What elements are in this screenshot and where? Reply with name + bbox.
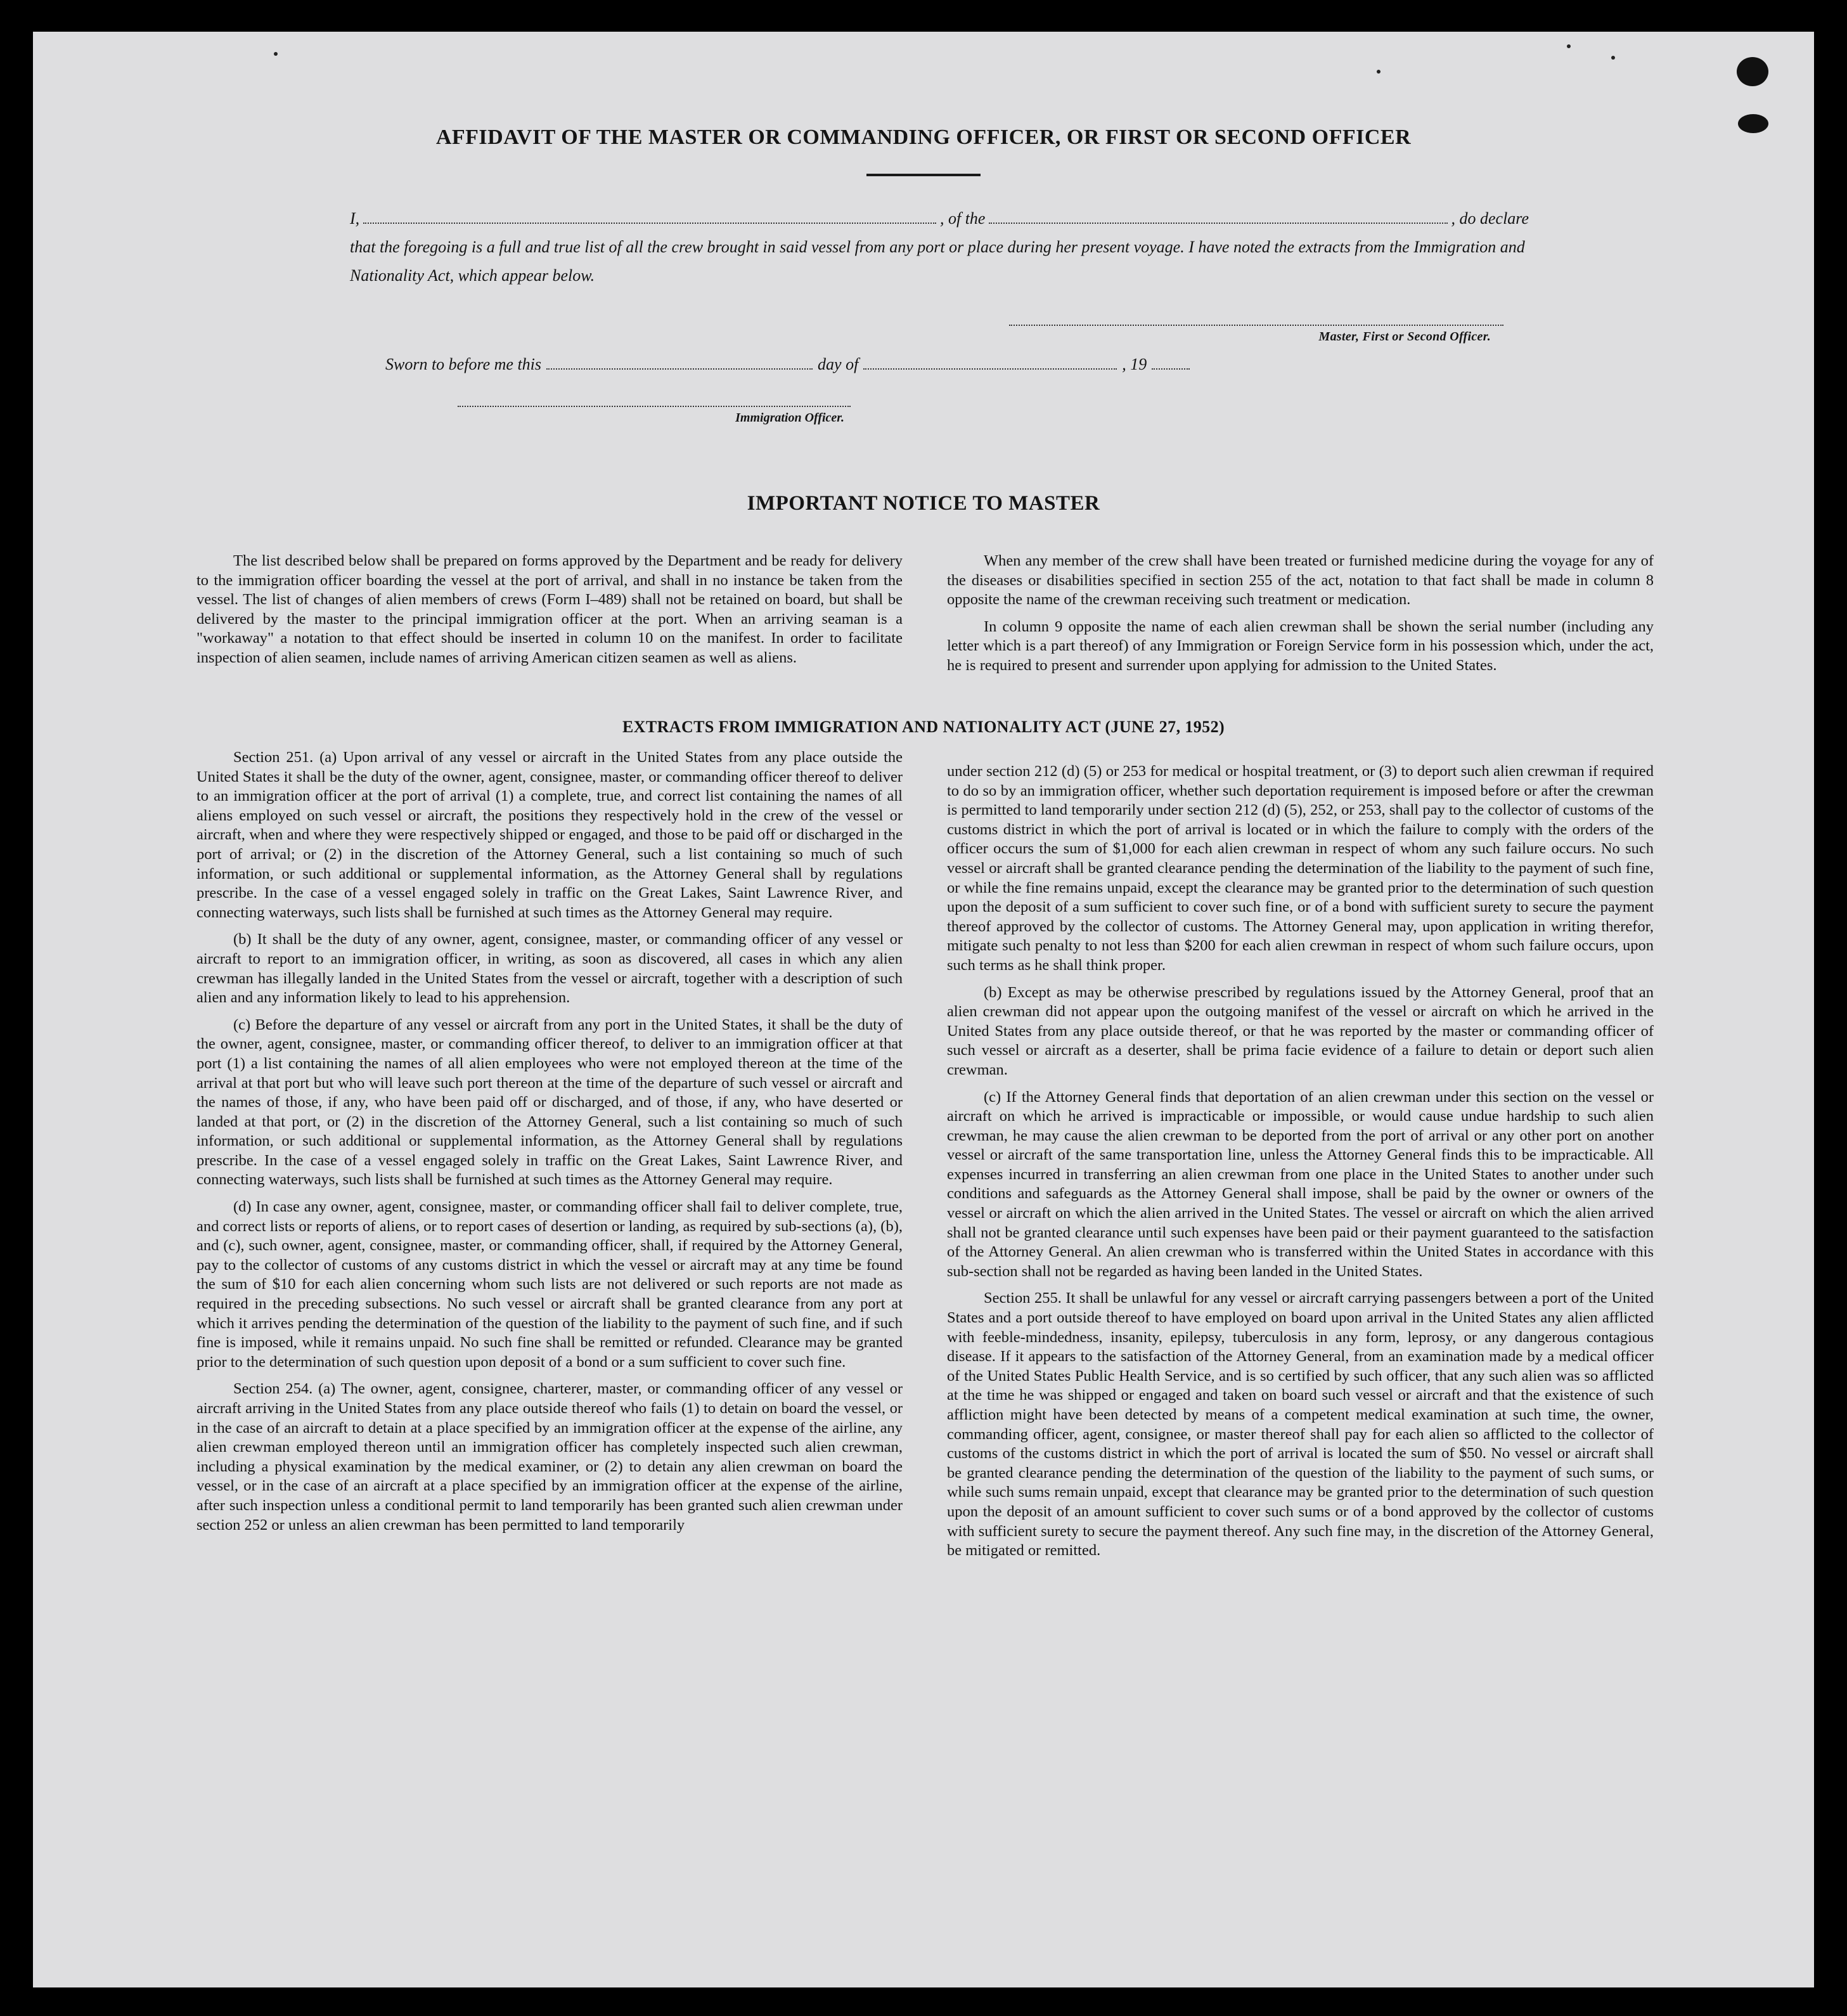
day-field[interactable] xyxy=(546,356,813,370)
extracts-right-column xyxy=(947,762,1654,1568)
declaration-line xyxy=(350,204,1529,233)
notice-left-column xyxy=(196,552,903,676)
speck xyxy=(1377,70,1380,74)
declaration-text: that the foregoing is a full and true list of all the crew brought in said vessel from any port or place during her present voyage. I have noted the extracts from the Immigration and Nationality Act, which appear below. xyxy=(350,238,1525,285)
section-251b: (b) It shall be the duty of any owner, agent, consignee, master, or commanding officer of any vessel or aircraft to report to an immigration officer, in writing, as soon as discovered, all cases in which any alien crewman has illegally landed in the United States from the vessel or aircraft, together with a description of such alien and any information likely to lead to his apprehension. xyxy=(196,931,903,1007)
speck xyxy=(1567,44,1571,48)
year-label: , 19 xyxy=(1122,355,1147,373)
section-254a-continued: under section 212 (d) (5) or 253 for medical or hospital treatment, or (3) to deport such alien crewman if required to do so by an immigration officer, whether such deportation requirement is imposed before or after the crewman is permitted to land temporarily under section 212 (d) (5), 252, or 253, shall pay to the collector of customs of the customs district in which the port of arrival is located or in which the failure to comply with the orders of the officer occurs the sum of $1,000 for each alien crewman in respect of whom any such failure occurs. No such vessel or aircraft shall be granted clearance pending the determination of the liability to the payment of such fine, or while the fine remains unpaid, except the clearance may be granted prior to the determination of such question upon the deposit of a sum sufficient to cover such fine, or of a bond with sufficient surety to secure the payment thereof approved by the collector of customs. The Attorney General may, upon application in writing therefor, mitigate such penalty to not less than $200 for each alien crewman in respect of whom such failure occurs, upon such terms as he shall think proper. xyxy=(947,763,1654,974)
sworn-label: Sworn to before me this xyxy=(385,355,542,373)
declaration-block xyxy=(350,204,1529,290)
of-the-label: , of the xyxy=(939,209,986,228)
sworn-line xyxy=(385,355,1260,374)
name-field[interactable] xyxy=(363,209,936,224)
extracts-left-column xyxy=(196,748,903,1542)
notice-paragraph: The list described below shall be prepared on forms approved by the Department and be ready for delivery to the immigration officer boarding the vessel at the port of arrival, and shall in no instance be taken from the vessel. The list of changes of alien members of crews (Form I–489) shall not be retained on board, but shall be delivered by the master to the principal immigration officer at the port. When an arriving seaman is a "workaway" a notation to that effect should be inserted in column 10 on the manifest. In order to facilitate inspection of alien seamen, include names of arriving American citizen seamen as well as aliens. xyxy=(196,552,903,666)
vessel-field[interactable] xyxy=(989,209,1447,224)
immigration-officer-label: Immigration Officer. xyxy=(735,411,844,425)
master-signature-field[interactable] xyxy=(1009,325,1503,326)
section-251a: Section 251. (a) Upon arrival of any vessel or aircraft in the United States from any place outside the United States it shall be the duty of the owner, agent, consignee, master, or commanding officer thereof to deliver to an immigration officer at the port of arrival (1) a complete, true, and correct list containing the names of all aliens employed on such vessel or aircraft, the positions they respectively hold in the crew of the vessel or aircraft, when and where they were respectively shipped or engaged, and those to be paid off or discharged in the port of arrival; or (2) in the discretion of the Attorney General, such a list containing so much of such information, or such additional or supplemental information, as the Attorney General shall by regulations prescribe. In the case of a vessel engaged solely in traffic on the Great Lakes, Saint Lawrence River, and connecting waterways, such lists shall be furnished at such times as the Attorney General may require. xyxy=(196,749,903,921)
section-255: Section 255. It shall be unlawful for any vessel or aircraft carrying passengers between a port of the United States and a port outside thereof to have employed on board upon arrival in the United States any alien afflicted with feeble-mindedness, insanity, epilepsy, tuberculosis in any form, leprosy, or any dangerous contagious disease. If it appears to the satisfaction of the Attorney General, from an examination made by a medical officer of the United States Public Health Service, and is so certified by such officer, that any such alien was so afflicted at the time he was shipped or engaged and taken on board such vessel or aircraft and that the existence of such affliction might have been detected by means of a competent medical examination at such time, the owner, commanding officer, agent, consignee, or master thereof shall pay for each alien so afflicted to the collector of customs of the customs district in which the port of arrival is located the sum of $50. No vessel or aircraft shall be granted clearance pending the determination of the question of the liability to the payment of such sums, or while such sums remain unpaid, except that clearance may be granted prior to the determination of such question upon the deposit of an amount sufficient to cover such sums or of a bond approved by the collector of customs with sufficient surety to secure the payment thereof. Any such fine may, in the discretion of the Attorney General, be mitigated or remitted. xyxy=(947,1289,1654,1560)
notice-right-column xyxy=(947,552,1654,683)
year-field[interactable] xyxy=(1152,356,1190,370)
section-254b: (b) Except as may be otherwise prescribed by regulations issued by the Attorney General, proof that an alien crewman did not appear upon the outgoing manifest of the vessel or aircraft on which he arrived in the United States from any place outside thereof, or that he was reported by the master or commanding officer of such vessel or aircraft as a deserter, shall be prima facie evidence of a failure to detain or deport such alien crewman. xyxy=(947,983,1654,1078)
section-254c: (c) If the Attorney General finds that deportation of an alien crewman under this section on the vessel or aircraft on which he arrived is impracticable or impossible, or would cause undue hardship to such alien crewman, he may cause the alien crewman to be deported from the port of arrival or any other port on another vessel or aircraft of the same transportation line, unless the Attorney General finds this to be impracticable. All expenses incurred in transferring an alien crewman from one place in the United States to another under such conditions and safeguards as the Attorney General shall impose, shall be paid by the owner or owners of the vessel or aircraft on which the alien arrived in the United States. The vessel or aircraft on which the alien arrived shall not be granted clearance until such expenses have been paid or their payment guaranteed to the satisfaction of the Attorney General. An alien crewman who is transferred within the United States in accordance with this sub-section shall not be regarded as having been landed in the United States. xyxy=(947,1088,1654,1280)
i-label: I, xyxy=(350,209,360,228)
master-signature-label: Master, First or Second Officer. xyxy=(1318,330,1491,344)
day-of-label: day of xyxy=(818,355,859,373)
speck xyxy=(274,52,278,56)
ink-blot xyxy=(1737,57,1768,86)
extracts-title: EXTRACTS FROM IMMIGRATION AND NATIONALITY ACT (JUNE 27, 1952) xyxy=(622,718,1225,736)
do-declare-label: , do declare xyxy=(1451,209,1529,228)
speck xyxy=(1611,56,1615,60)
notice-title: IMPORTANT NOTICE TO MASTER xyxy=(747,492,1100,515)
immigration-officer-signature-field[interactable] xyxy=(458,406,851,407)
section-254a: Section 254. (a) The owner, agent, consignee, charterer, master, or commanding officer of any vessel or aircraft arriving in the United States from any place outside thereof who fails (1) to detain on board the vessel, or in the case of an aircraft to detain at a place specified by an immigration officer at the expense of the airline, any alien crewman employed thereon until an immigration officer has completely inspected such alien crewman, including a physical examination by the medical examiner, or (2) to detain any alien crewman on board the vessel, or in the case of an aircraft at a place specified by an immigration officer at the expense of the airline, after such inspection unless a conditional permit to land temporarily has been granted such alien crewman under section 252 or unless an alien crewman has been permitted to land temporarily xyxy=(196,1380,903,1534)
form-page xyxy=(33,32,1814,1987)
affidavit-title: AFFIDAVIT OF THE MASTER OR COMMANDING OFFICER, OR FIRST OR SECOND OFFICER xyxy=(435,126,1412,149)
notice-paragraph: When any member of the crew shall have been treated or furnished medicine during the voyage for any of the diseases or disabilities specified in section 255 of the act, notation to that fact shall be made in column 8 opposite the name of the crewman receiving such treatment or medication. xyxy=(947,552,1654,609)
month-field[interactable] xyxy=(863,356,1117,370)
title-rule xyxy=(866,174,981,176)
section-251d: (d) In case any owner, agent, consignee, master, or commanding officer shall fail to deliver complete, true, and correct lists or reports of aliens, or to report cases of desertion or landing, as required by sub-sections (a), (b), and (c), such owner, agent, consignee, master, or commanding officer, shall, if required by the Attorney General, pay to the collector of customs of any customs district in which the vessel or aircraft may at any time be found the sum of $10 for each alien concerning whom such lists are not delivered or such reports are not made as required in the preceding subsections. No such vessel or aircraft shall be granted clearance from any port at which it arrives pending the determination of the question of the liability to the payment of such fine, and if such fine is imposed, while it remains unpaid. No such fine shall be remitted or refunded. Clearance may be granted prior to the determination of such question upon deposit of a bond or a sum sufficient to cover such fine. xyxy=(196,1198,903,1371)
section-251c: (c) Before the departure of any vessel or aircraft from any port in the United States, it shall be the duty of the owner, agent, consignee, master, or commanding officer thereof, to deliver to an immigration officer at that port (1) a list containing the names of all alien employees who were not employed thereon at the time of the arrival at that port but who will leave such port thereon at the time of the departure of such vessel or aircraft and the names of those, if any, who have been paid off or discharged, and of those, if any, who have deserted or landed at that port, or (2) in the discretion of the Attorney General, such a list containing so much of such information, or such additional or supplemental information, as the Attorney General shall by regulations prescribe. In the case of a vessel engaged solely in traffic on the Great Lakes, Saint Lawrence River, and connecting waterways, such lists shall be furnished at such times as the Attorney General may require. xyxy=(196,1016,903,1189)
notice-paragraph: In column 9 opposite the name of each alien crewman shall be shown the serial number (including any letter which is a part thereof) of any Immigration or Foreign Service form in his possession which, under the act, he is required to present and surrender upon applying for admission to the United States. xyxy=(947,617,1654,674)
